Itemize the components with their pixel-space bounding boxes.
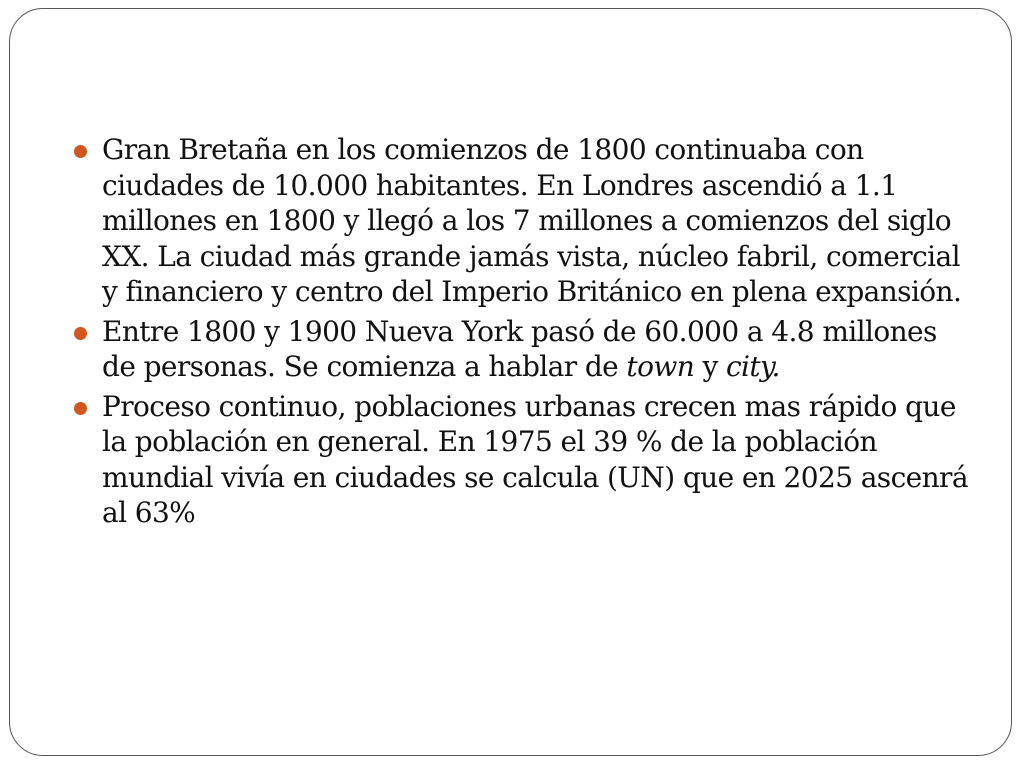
bullet-dot-icon — [74, 327, 87, 340]
bullet-item-1 — [74, 132, 974, 310]
bullet-dot-icon — [74, 145, 87, 158]
bullet-list — [74, 132, 974, 535]
bullet-text-3: Proceso continuo, poblaciones urbanas crecen mas rápido que la población en general. En 1975 el 39 % de la población mundial vivía en ciudades se calcula (UN) que en 2025 ascenrá al 63% — [102, 389, 968, 529]
emphasis-town: town — [626, 350, 695, 383]
emphasis-city: city. — [725, 350, 780, 383]
bullet-item-3 — [74, 389, 974, 531]
slide-frame — [9, 8, 1012, 756]
bullet-text-2: Entre 1800 y 1900 Nueva York pasó de 60.000 a 4.8 millones de personas. Se comienza a hablar de — [102, 314, 937, 383]
bullet-dot-icon — [74, 402, 87, 415]
bullet-item-2 — [74, 314, 974, 385]
bullet-text-1: Gran Bretaña en los comienzos de 1800 continuaba con ciudades de 10.000 habitantes. En Londres ascendió a 1.1 millones en 1800 y llegó a los 7 millones a comienzos del siglo XX. La ciudad más grande jamás vista, núcleo fabril, comercial y financiero y centro del Imperio Británico en plena expansión. — [102, 133, 962, 308]
bullet-text-2-and: y — [694, 350, 726, 383]
